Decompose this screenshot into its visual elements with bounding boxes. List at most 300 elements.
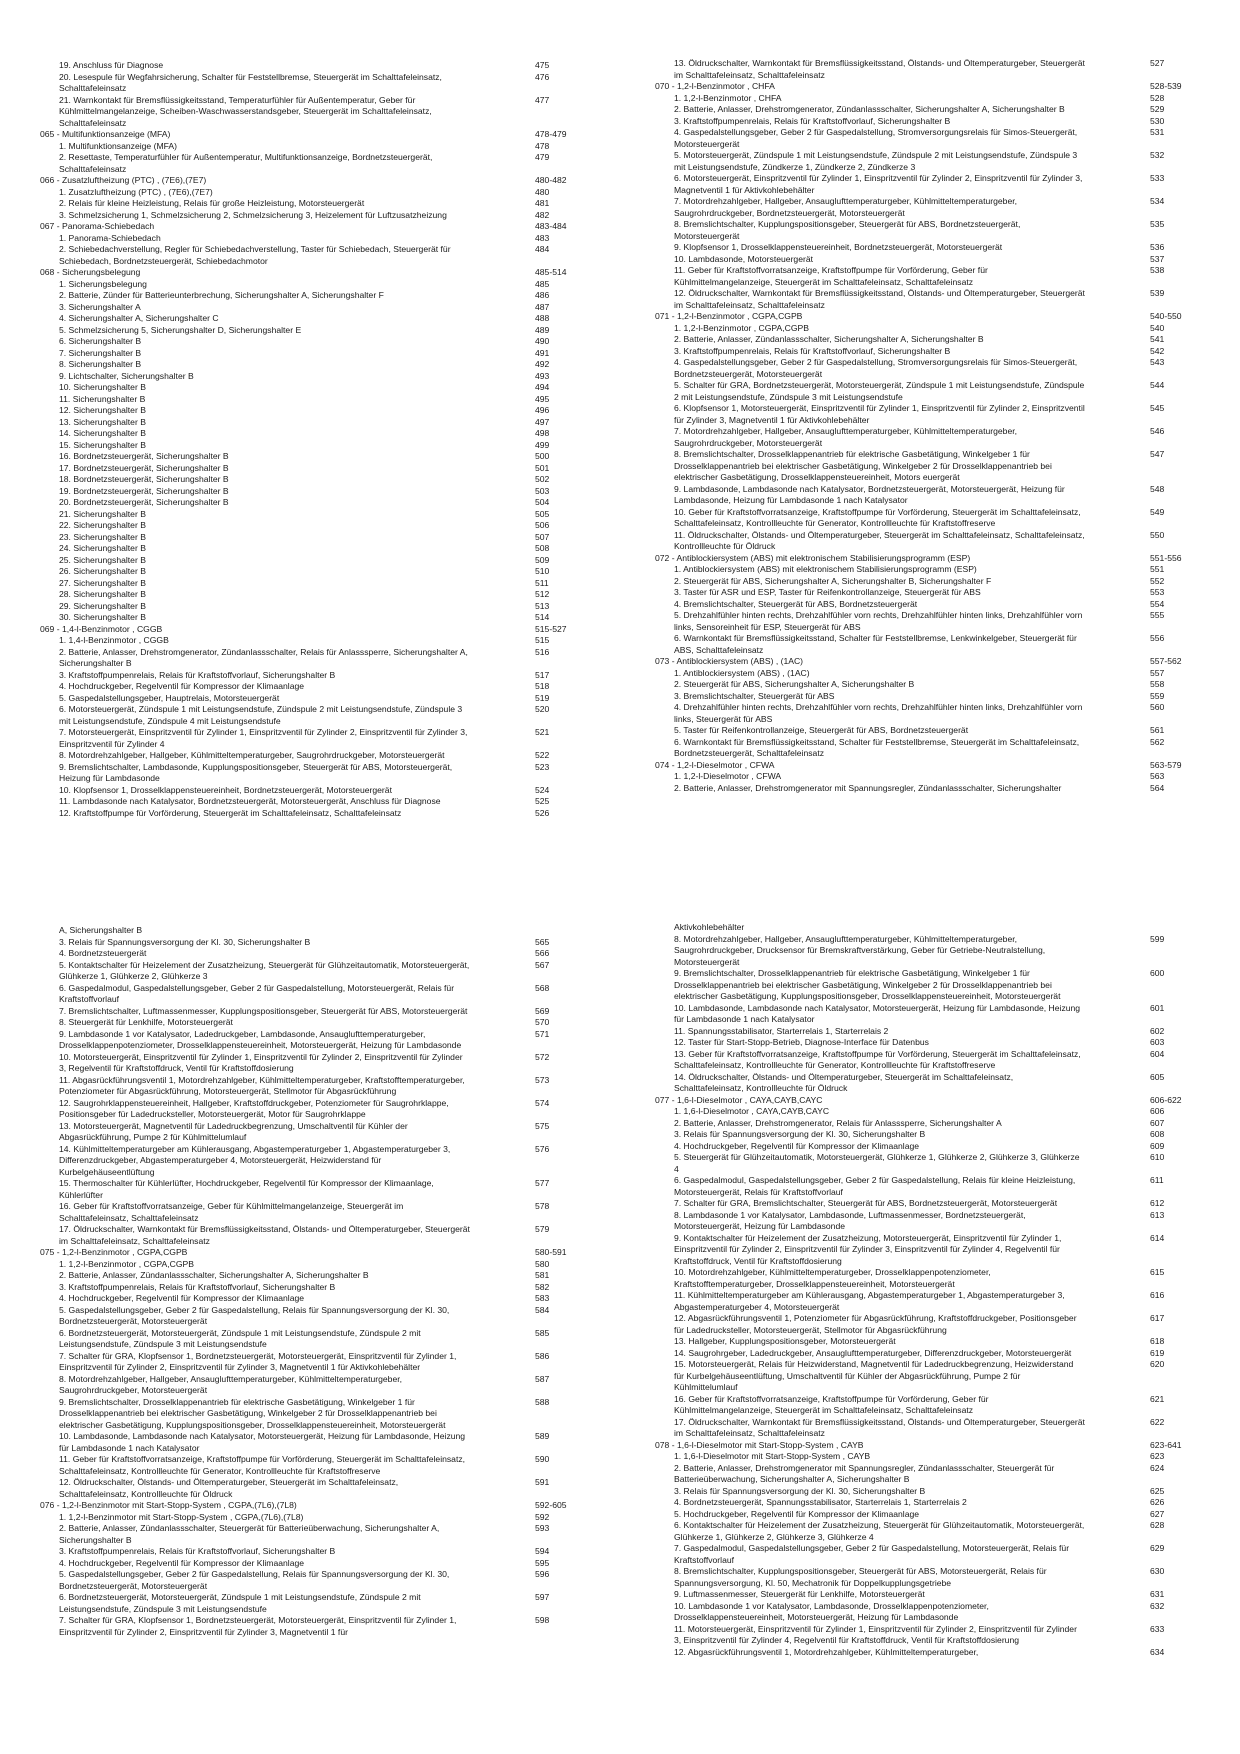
entry-page-number: 482 bbox=[535, 209, 550, 220]
toc-entry bbox=[40, 440, 580, 452]
entry-page-number: 631 bbox=[1150, 1589, 1165, 1599]
entry-title: 4. Bremslichtschalter, Steuergerät für ABS, Bordnetzsteuergerät bbox=[674, 598, 918, 609]
entry-page-number: 504 bbox=[535, 497, 550, 507]
entry-title: 9. Bremslichtschalter, Drosselklappenantrieb für elektrische Gasbetätigung, Winkelgeber 1 für Drosselklappenantrieb bei elektrischer Gasbetätigung, Winkelgeber 2 für Drosselklappenantrieb bei elektrischer Gasbetätigung, Kupplungspositionsgeber, Drosselklappensteuereinheit, Motorsteuergerät bbox=[674, 968, 1061, 1001]
entry-title: 1. 1,2-l-Benzinmotor , CHFA bbox=[674, 92, 782, 103]
entry-title: 9. Bremslichtschalter, Drosselklappenantrieb für elektrische Gasbetätigung, Winkelgeber 1 für Drosselklappenantrieb bei elektrischer Gasbetätigung, Winkelgeber 2 für Drosselklappenantrieb bei elektrischer Gasbetätigung, Kupplungspositionsgeber, Drosselklappensteuereinheit, Motorsteuergerät bbox=[59, 1396, 446, 1430]
toc-entry bbox=[40, 486, 580, 498]
entry-title: 1. 1,6-l-Dieselmotor mit Start-Stopp-System , CAYB bbox=[674, 1451, 871, 1461]
entry-title: 3. Kraftstoffpumpenrelais, Relais für Kraftstoffvorlauf, Sicherungshalter B bbox=[59, 1281, 336, 1292]
entry-page-number: 609 bbox=[1150, 1140, 1165, 1151]
entry-page-number: 579 bbox=[535, 1224, 550, 1234]
entry-title: 17. Bordnetzsteuergerät, Sicherungshalter B bbox=[59, 462, 229, 473]
entry-title: 15. Thermoschalter für Kühlerlüfter, Hochdruckgeber, Regelventil für Kompressor der Klimaanlage, Kühlerlüfter bbox=[59, 1178, 434, 1200]
entry-page-number: 595 bbox=[535, 1557, 550, 1568]
entry-page-number: 535 bbox=[1150, 219, 1165, 229]
toc-entry bbox=[40, 348, 580, 360]
toc-entry bbox=[40, 187, 580, 199]
section-page-range: 528-539 bbox=[1150, 81, 1182, 91]
toc-entry bbox=[655, 403, 1195, 426]
entry-title: 12. Abgasrückführungsventil 1, Potenziometer für Abgasrückführung, Kraftstoffdruckgeber, Positionsgeber für Ladedrucksteller, Motorsteuergerät, Stellmotor für Abgasrückführung bbox=[674, 1313, 1077, 1335]
entry-title: 2. Batterie, Anlasser, Zündanlassschalter, Steuergerät für Batterieüberwachung, Sicherungshalter A, Sicherungshalter B bbox=[59, 1523, 440, 1545]
entry-page-number: 580 bbox=[535, 1258, 550, 1269]
entry-page-number: 548 bbox=[1150, 483, 1165, 494]
entry-page-number: 483 bbox=[535, 232, 550, 243]
entry-page-number: 486 bbox=[535, 290, 550, 300]
toc-entry bbox=[655, 1152, 1195, 1175]
toc-entry bbox=[40, 796, 580, 808]
entry-page-number: 611 bbox=[1150, 1175, 1164, 1185]
entry-page-number: 624 bbox=[1150, 1462, 1165, 1473]
entry-page-number: 601 bbox=[1150, 1002, 1165, 1013]
toc-entry bbox=[40, 198, 580, 210]
entry-page-number: 538 bbox=[1150, 265, 1165, 275]
toc-entry bbox=[40, 1006, 580, 1018]
entry-title: 1. Sicherungsbelegung bbox=[59, 278, 147, 289]
entry-page-number: 552 bbox=[1150, 575, 1165, 586]
entry-page-number: 588 bbox=[535, 1396, 550, 1407]
toc-section-heading bbox=[40, 267, 580, 279]
entry-title: 12. Taster für Start-Stopp-Betrieb, Diagnose-Interface für Datenbus bbox=[674, 1037, 929, 1047]
entry-page-number: 602 bbox=[1150, 1025, 1165, 1036]
entry-page-number: 493 bbox=[535, 370, 550, 381]
section-page-range: 592-605 bbox=[535, 1500, 567, 1510]
entry-title: 9. Kontaktschalter für Heizelement der Zusatzheizung, Motorsteuergerät, Einspritzventil für Zylinder 1, Einspritzventil für Zylinder 2, Einspritzventil für Zylinder 3, Einspritzventil für Zylinder 4, Regelventil für Kraftstoffdruck, Ventil für Kraftstoffdosierung bbox=[674, 1232, 1062, 1266]
entry-title: 25. Sicherungshalter B bbox=[59, 554, 146, 565]
toc-entry bbox=[40, 244, 580, 267]
entry-page-number: 581 bbox=[535, 1270, 550, 1280]
entry-page-number: 551 bbox=[1150, 564, 1165, 574]
toc-section-heading bbox=[40, 1500, 580, 1512]
entry-title: 10. Lambdasonde, Lambdasonde nach Katalysator, Motorsteuergerät, Heizung für Lambdasonde, Heizung für Lambdasonde 1 nach Katalysator bbox=[674, 1002, 1081, 1024]
entry-page-number: 536 bbox=[1150, 242, 1165, 252]
toc-entry bbox=[40, 1592, 580, 1615]
entry-page-number: 501 bbox=[535, 462, 550, 473]
section-page-range: 483-484 bbox=[535, 221, 567, 231]
entry-title: 15. Sicherungshalter B bbox=[59, 439, 146, 450]
toc-entry bbox=[655, 104, 1195, 116]
section-page-range: 606-622 bbox=[1150, 1094, 1182, 1105]
entry-title: 18. Bordnetzsteuergerät, Sicherungshalter B bbox=[59, 474, 229, 484]
entry-page-number: 510 bbox=[535, 566, 550, 576]
entry-title: 3. Relais für Spannungsversorgung der Kl. 30, Sicherungshalter B bbox=[674, 1129, 926, 1139]
entry-title: 1. Antiblockiersystem (ABS) , (1AC) bbox=[674, 667, 810, 678]
entry-page-number: 598 bbox=[535, 1615, 550, 1625]
entry-page-number: 496 bbox=[535, 405, 550, 415]
entry-page-number: 481 bbox=[535, 198, 550, 208]
toc-entry bbox=[40, 405, 580, 417]
toc-block-top-left bbox=[40, 60, 580, 819]
toc-entry bbox=[655, 1267, 1195, 1290]
entry-page-number: 594 bbox=[535, 1546, 550, 1556]
toc-entry bbox=[40, 509, 580, 521]
entry-title: 9. Lichtschalter, Sicherungshalter B bbox=[59, 370, 194, 381]
entry-page-number: 517 bbox=[535, 669, 550, 680]
toc-section-heading bbox=[655, 81, 1195, 93]
toc-entry bbox=[655, 968, 1195, 1003]
entry-title: 3. Taster für ASR und ESP, Taster für Reifenkontrollanzeige, Steuergerät für ABS bbox=[674, 587, 981, 597]
toc-entry bbox=[40, 1546, 580, 1558]
entry-title: 11. Geber für Kraftstoffvorratsanzeige, Kraftstoffpumpe für Vorförderung, Geber für Kühlmittelmangelanzeige, Steuergerät im Schalttafeleinsatz, Schalttafeleinsatz bbox=[674, 265, 988, 287]
entry-title: 12. Öldruckschalter, Ölstands- und Öltemperaturgeber, Steuergerät im Schalttafeleinsatz, Schalttafeleinsatz, Kontrollleuchte für Öldruck bbox=[59, 1477, 399, 1499]
entry-page-number: 592 bbox=[535, 1511, 550, 1522]
entry-page-number: 518 bbox=[535, 681, 550, 691]
entry-title: 8. Bremslichtschalter, Drosselklappenantrieb für elektrische Gasbetätigung, Winkelgeber 1 für Drosselklappenantrieb bei elektrischer Gasbetätigung, Winkelgeber 2 für Drosselklappenantrieb bei elektrischer Gasbetätigung, Drosselklappensteuereinheit, Motors euergerät bbox=[674, 449, 1052, 482]
entry-page-number: 502 bbox=[535, 474, 550, 484]
toc-entry bbox=[40, 1454, 580, 1477]
entry-title: 3. Sicherungshalter A bbox=[59, 301, 141, 312]
toc-entry bbox=[40, 1477, 580, 1500]
toc-section-heading bbox=[655, 760, 1195, 772]
entry-title: 2. Batterie, Anlasser, Drehstromgenerator mit Spannungsregler, Zündanlassschalter, Steuergerät für Batterieüberwachung, Sicherungshalter A, Sicherungshalter B bbox=[674, 1462, 1055, 1484]
entry-title: 14. Kühlmitteltemperaturgeber am Kühlerausgang, Abgastemperaturgeber 1, Abgastemperaturgeber 3, Differenzdruckgeber, Abgastemperaturgeber 4, Motorsteuergerät, Heizwiderstand für Kurbelgehäuseentlüftung bbox=[59, 1143, 451, 1177]
entry-page-number: 575 bbox=[535, 1120, 550, 1131]
entry-title: 1. Antiblockiersystem (ABS) mit elektronischem Stabilisierungsprogramm (ESP) bbox=[674, 564, 977, 574]
section-page-range: 478-479 bbox=[535, 129, 567, 139]
toc-entry bbox=[655, 334, 1195, 346]
entry-title: 12. Sicherungshalter B bbox=[59, 405, 146, 415]
entry-page-number: 534 bbox=[1150, 196, 1165, 206]
entry-page-number: 522 bbox=[535, 750, 550, 760]
section-page-range: 557-562 bbox=[1150, 656, 1182, 666]
toc-entry bbox=[655, 1417, 1195, 1440]
toc-entry bbox=[655, 1647, 1195, 1659]
entry-page-number: 614 bbox=[1150, 1232, 1165, 1243]
entry-page-number: 525 bbox=[535, 796, 550, 806]
entry-page-number: 512 bbox=[535, 589, 550, 599]
section-title: 066 - Zusatzluftheizung (PTC) , (7E6),(7E7) bbox=[40, 175, 207, 185]
toc-entry bbox=[40, 960, 580, 983]
toc-entry bbox=[655, 1233, 1195, 1268]
toc-entry bbox=[40, 394, 580, 406]
entry-page-number: 599 bbox=[1150, 933, 1165, 944]
toc-entry bbox=[40, 693, 580, 705]
section-page-range: 623-641 bbox=[1150, 1439, 1182, 1450]
entry-title: 11. Abgasrückführungsventil 1, Motordrehzahlgeber, Kühlmitteltemperaturgeber, Kraftstofftemperaturgeber, Potenziometer für Abgasrückführung, Motorsteuergerät, Stellmotor für Abgasrückführung bbox=[59, 1074, 465, 1096]
entry-title: A, Sicherungshalter B bbox=[59, 925, 143, 935]
entry-page-number: 550 bbox=[1150, 529, 1165, 540]
entry-page-number: 498 bbox=[535, 428, 550, 438]
toc-entry bbox=[40, 1351, 580, 1374]
toc-entry bbox=[655, 1313, 1195, 1336]
entry-page-number: 572 bbox=[535, 1051, 550, 1062]
entry-title: 2. Relais für kleine Heizleistung, Relais für große Heizleistung, Motorsteuergerät bbox=[59, 198, 365, 208]
toc-entry bbox=[40, 925, 580, 937]
toc-entry bbox=[40, 1523, 580, 1546]
entry-page-number: 574 bbox=[535, 1097, 550, 1108]
entry-title: 8. Bremslichtschalter, Kupplungspositionsgeber, Steuergerät für ABS, Motorsteuergerät, Relais für Spannungsversorgung, Kl. 50, Mechatronik für Doppelkupplungsgetriebe bbox=[674, 1566, 1047, 1588]
section-title: 078 - 1,6-l-Dieselmotor mit Start-Stopp-System , CAYB bbox=[655, 1439, 864, 1450]
toc-section-heading bbox=[40, 221, 580, 233]
toc-entry bbox=[655, 242, 1195, 254]
entry-title: 4. Sicherungshalter A, Sicherungshalter C bbox=[59, 313, 219, 323]
entry-title: 3. Kraftstoffpumpenrelais, Relais für Kraftstoffvorlauf, Sicherungshalter B bbox=[674, 115, 951, 126]
entry-page-number: 625 bbox=[1150, 1485, 1165, 1496]
entry-page-number: 584 bbox=[535, 1304, 550, 1315]
entry-page-number: 603 bbox=[1150, 1037, 1165, 1047]
entry-page-number: 587 bbox=[535, 1373, 550, 1384]
toc-block-top-right bbox=[655, 58, 1195, 794]
toc-entry bbox=[40, 72, 580, 95]
entry-page-number: 565 bbox=[535, 936, 550, 947]
entry-title: 16. Geber für Kraftstoffvorratsanzeige, Geber für Kühlmittelmangelanzeige, Steuergerät im Schalttafeleinsatz, Schalttafeleinsatz bbox=[59, 1201, 404, 1223]
entry-page-number: 633 bbox=[1150, 1623, 1165, 1634]
toc-entry bbox=[655, 771, 1195, 783]
entry-page-number: 491 bbox=[535, 347, 550, 358]
toc-entry bbox=[655, 599, 1195, 611]
toc-entry bbox=[655, 150, 1195, 173]
toc-entry bbox=[40, 635, 580, 647]
entry-title: 16. Geber für Kraftstoffvorratsanzeige, Kraftstoffpumpe für Vorförderung, Geber für Kühlmittelmangelanzeige, Steuergerät im Schalttafeleinsatz, Schalttafeleinsatz bbox=[674, 1393, 989, 1415]
toc-entry bbox=[655, 934, 1195, 969]
entry-page-number: 508 bbox=[535, 543, 550, 553]
entry-title: 29. Sicherungshalter B bbox=[59, 600, 146, 611]
entry-title: 4. Hochdruckgeber, Regelventil für Kompressor der Klimaanlage bbox=[674, 1140, 920, 1151]
toc-entry bbox=[655, 1003, 1195, 1026]
toc-entry bbox=[40, 937, 580, 949]
toc-section-heading bbox=[40, 129, 580, 141]
toc-entry bbox=[40, 566, 580, 578]
toc-entry bbox=[40, 60, 580, 72]
toc-entry bbox=[655, 1543, 1195, 1566]
entry-title: 5. Kontaktschalter für Heizelement der Zusatzheizung, Steuergerät für Glühzeitautomatik, Motorsteuergerät, Glühkerze 1, Glühkerze 2, Glühkerze 3 bbox=[59, 959, 470, 981]
toc-entry bbox=[40, 762, 580, 785]
toc-entry bbox=[655, 702, 1195, 725]
entry-page-number: 547 bbox=[1150, 449, 1165, 459]
section-title: 077 - 1,6-l-Dieselmotor , CAYA,CAYB,CAYC bbox=[655, 1094, 823, 1105]
toc-entry bbox=[40, 1569, 580, 1592]
entry-page-number: 539 bbox=[1150, 288, 1165, 298]
entry-title: 5. Taster für Reifenkontrollanzeige, Steuergerät für ABS, Bordnetzsteuergerät bbox=[674, 725, 969, 735]
entry-page-number: 605 bbox=[1150, 1071, 1165, 1082]
entry-page-number: 558 bbox=[1150, 679, 1165, 689]
entry-page-number: 540 bbox=[1150, 322, 1165, 333]
section-title: 072 - Antiblockiersystem (ABS) mit elektronischem Stabilisierungsprogramm (ESP) bbox=[655, 552, 971, 563]
section-title: 071 - 1,2-l-Benzinmotor , CGPA,CGPB bbox=[655, 311, 803, 321]
toc-entry bbox=[40, 727, 580, 750]
entry-title: 7. Schalter für GRA, Klopfsensor 1, Bordnetzsteuergerät, Motorsteuergerät, Einspritzventil für Zylinder 1, Einspritzventil für Zylinder 2, Einspritzventil für Zylinder 3, Magnetventil 1 für Aktivkohlebehälter bbox=[59, 1350, 457, 1372]
toc-entry bbox=[40, 750, 580, 762]
entry-page-number: 516 bbox=[535, 646, 550, 657]
entry-page-number: 511 bbox=[535, 577, 549, 588]
entry-title: 7. Schalter für GRA, Bremslichtschalter, Steuergerät für ABS, Bordnetzsteuergerät, Motorsteuergerät bbox=[674, 1198, 1058, 1208]
entry-title: 6. Bordnetzsteuergerät, Motorsteuergerät, Zündspule 1 mit Leistungsendstufe, Zündspule 2 mit Leistungsendstufe, Zündspule 3 mit Leistungsendstufe bbox=[59, 1327, 421, 1349]
entry-title: 12. Kraftstoffpumpe für Vorförderung, Steuergerät im Schalttafeleinsatz, Schalttafeleinsatz bbox=[59, 807, 402, 818]
toc-entry bbox=[40, 983, 580, 1006]
toc-entry bbox=[40, 325, 580, 337]
section-page-range: 540-550 bbox=[1150, 311, 1182, 321]
entry-title: 10. Lambdasonde, Motorsteuergerät bbox=[674, 253, 814, 264]
entry-page-number: 566 bbox=[535, 948, 550, 958]
entry-page-number: 527 bbox=[1150, 58, 1165, 68]
entry-page-number: 619 bbox=[1150, 1347, 1165, 1358]
entry-title: 21. Warnkontakt für Bremsflüssigkeitsstand, Temperaturfühler für Außentemperatur, Geber für Kühlmittelmangelanzeige, Scheiben-Waschwasserstandsgeber, Steuergerät im Schalttafeleinsatz, Schalttafeleinsatz bbox=[59, 94, 432, 128]
entry-page-number: 484 bbox=[535, 244, 550, 254]
entry-page-number: 597 bbox=[535, 1592, 550, 1602]
entry-page-number: 480 bbox=[535, 186, 550, 197]
entry-page-number: 492 bbox=[535, 359, 550, 369]
toc-entry bbox=[40, 543, 580, 555]
toc-entry bbox=[655, 783, 1195, 795]
entry-title: 5. Steuergerät für Glühzeitautomatik, Motorsteuergerät, Glühkerze 1, Glühkerze 2, Glühkerze 3, Glühkerze 4 bbox=[674, 1152, 1080, 1174]
entry-title: 8. Steuergerät für Lenkhilfe, Motorsteuergerät bbox=[59, 1017, 233, 1027]
entry-title: 2. Batterie, Anlasser, Drehstromgenerator mit Spannungsregler, Zündanlassschalter, Sicherungshalter bbox=[674, 782, 1062, 793]
toc-entry bbox=[655, 587, 1195, 599]
entry-page-number: 521 bbox=[535, 727, 550, 737]
entry-page-number: 593 bbox=[535, 1523, 550, 1533]
entry-title: 11. Motorsteuergerät, Einspritzventil für Zylinder 1, Einspritzventil für Zylinder 2, Einspritzventil für Zylinder 3, Einspritzventil für Zylinder 4, Regelventil für Kraftstoffdruck, Ventil für Kraftstoffdosierung bbox=[674, 1623, 1077, 1645]
toc-section-heading bbox=[655, 311, 1195, 323]
entry-title: 9. Luftmassenmesser, Steuergerät für Lenkhilfe, Motorsteuergerät bbox=[674, 1589, 925, 1599]
entry-title: 15. Motorsteuergerät, Relais für Heizwiderstand, Magnetventil für Ladedruckbegrenzung, Heizwiderstand für Kurbelgehäuseentlüftung, Umschaltventil für Kühler der Abgasrückführung, Pumpe 2 für Kühlmittelumlauf bbox=[674, 1359, 1074, 1392]
entry-title: 17. Öldruckschalter, Warnkontakt für Bremsflüssigkeitsstand, Ölstands- und Öltemperaturgeber, Steuergerät im Schalttafeleinsatz, Schalttafeleinsatz bbox=[59, 1224, 470, 1246]
entry-title: 14. Saugrohrgeber, Ladedruckgeber, Ansauglufttemperaturgeber, Differenzdruckgeber, Motorsteuergerät bbox=[674, 1347, 1072, 1358]
entry-page-number: 509 bbox=[535, 554, 550, 565]
toc-entry bbox=[655, 449, 1195, 484]
toc-entry bbox=[40, 612, 580, 624]
toc-entry bbox=[40, 463, 580, 475]
entry-title: 28. Sicherungshalter B bbox=[59, 589, 146, 599]
entry-page-number: 528 bbox=[1150, 92, 1165, 103]
toc-entry bbox=[655, 1589, 1195, 1601]
section-title: 069 - 1,4-l-Benzinmotor , CGGB bbox=[40, 623, 163, 634]
entry-title: 6. Bordnetzsteuergerät, Motorsteuergerät, Zündspule 1 mit Leistungsendstufe, Zündspule 2 mit Leistungsendstufe, Zündspule 3 mit Leistungsendstufe bbox=[59, 1592, 421, 1614]
toc-entry bbox=[40, 1431, 580, 1454]
toc-entry bbox=[40, 359, 580, 371]
entry-page-number: 616 bbox=[1150, 1290, 1165, 1300]
entry-title: 2. Batterie, Anlasser, Zündanlassschalter, Sicherungshalter A, Sicherungshalter B bbox=[674, 334, 984, 344]
toc-entry bbox=[40, 785, 580, 797]
entry-page-number: 524 bbox=[535, 784, 550, 795]
toc-entry bbox=[655, 1026, 1195, 1038]
entry-title: 19. Anschluss für Diagnose bbox=[59, 60, 164, 70]
toc-entry bbox=[40, 808, 580, 820]
entry-title: 10. Sicherungshalter B bbox=[59, 382, 146, 392]
entry-page-number: 585 bbox=[535, 1327, 550, 1338]
toc-section-heading bbox=[40, 1247, 580, 1259]
toc-entry bbox=[655, 737, 1195, 760]
entry-title: 7. Schalter für GRA, Klopfsensor 1, Bordnetzsteuergerät, Motorsteuergerät, Einspritzventil für Zylinder 1, Einspritzventil für Zylinder 2, Einspritzventil für Zylinder 3, Magnetventil 1 für bbox=[59, 1615, 457, 1637]
toc-entry bbox=[40, 1201, 580, 1224]
entry-page-number: 490 bbox=[535, 336, 550, 346]
entry-title: 2. Batterie, Zünder für Batterieunterbrechung, Sicherungshalter A, Sicherungshalter F bbox=[59, 290, 384, 300]
entry-title: 1. 1,4-l-Benzinmotor , CGGB bbox=[59, 635, 169, 645]
entry-page-number: 500 bbox=[535, 451, 550, 461]
toc-entry bbox=[655, 1509, 1195, 1521]
entry-page-number: 627 bbox=[1150, 1508, 1165, 1519]
entry-page-number: 571 bbox=[535, 1028, 550, 1039]
toc-entry bbox=[655, 530, 1195, 553]
toc-entry bbox=[40, 948, 580, 960]
entry-title: 7. Motorsteuergerät, Einspritzventil für Zylinder 1, Einspritzventil für Zylinder 2, Einspritzventil für Zylinder 3, Einspritzventil für Zylinder 4 bbox=[59, 727, 468, 749]
entry-page-number: 503 bbox=[535, 485, 550, 496]
toc-entry bbox=[40, 290, 580, 302]
toc-entry bbox=[655, 1463, 1195, 1486]
entry-title: 1. 1,2-l-Benzinmotor mit Start-Stopp-System , CGPA,(7L6),(7L8) bbox=[59, 1511, 304, 1522]
entry-title: 5. Gaspedalstellungsgeber, Geber 2 für Gaspedalstellung, Relais für Spannungsversorgung der Kl. 30, Bordnetzsteuergerät, Motorsteuergerät bbox=[59, 1304, 450, 1326]
section-title: 076 - 1,2-l-Benzinmotor mit Start-Stopp-System , CGPA,(7L6),(7L8) bbox=[40, 1500, 297, 1510]
entry-page-number: 507 bbox=[535, 531, 550, 542]
section-title: 075 - 1,2-l-Benzinmotor , CGPA,CGPB bbox=[40, 1247, 188, 1257]
toc-entry bbox=[40, 670, 580, 682]
entry-title: 13. Motorsteuergerät, Magnetventil für Ladedruckbegrenzung, Umschaltventil für Kühler der Abgasrückführung, Pumpe 2 für Kühlmittelumlauf bbox=[59, 1120, 408, 1142]
toc-entry bbox=[655, 1037, 1195, 1049]
entry-title: 9. Lambdasonde 1 vor Katalysator, Ladedruckgeber, Lambdasonde, Ansauglufttemperaturgeber, Drosselklappenpotenziometer, Drosselklappensteuereinheit, Motorsteuergerät, Heizung für Lambdasonde bbox=[59, 1028, 462, 1050]
entry-page-number: 596 bbox=[535, 1569, 550, 1579]
entry-title: 3. Bremslichtschalter, Steuergerät für ABS bbox=[674, 690, 835, 701]
section-page-range: 485-514 bbox=[535, 267, 567, 277]
entry-page-number: 613 bbox=[1150, 1209, 1165, 1220]
entry-page-number: 629 bbox=[1150, 1543, 1165, 1553]
entry-page-number: 576 bbox=[535, 1143, 550, 1154]
section-page-range: 580-591 bbox=[535, 1247, 567, 1257]
toc-entry bbox=[40, 681, 580, 693]
entry-title: 4. Gaspedalstellungsgeber, Geber 2 für Gaspedalstellung, Stromversorgungsrelais für Simos-Steuergerät, Motorsteuergerät bbox=[674, 127, 1078, 149]
toc-entry bbox=[40, 371, 580, 383]
entry-page-number: 586 bbox=[535, 1350, 550, 1361]
entry-page-number: 557 bbox=[1150, 667, 1165, 678]
toc-entry bbox=[40, 704, 580, 727]
toc-entry bbox=[655, 1118, 1195, 1130]
entry-page-number: 569 bbox=[535, 1005, 550, 1016]
entry-page-number: 529 bbox=[1150, 104, 1165, 114]
entry-page-number: 519 bbox=[535, 692, 550, 703]
entry-page-number: 475 bbox=[535, 60, 550, 70]
entry-page-number: 545 bbox=[1150, 403, 1165, 413]
entry-page-number: 514 bbox=[535, 612, 550, 622]
entry-title: 1. Panorama-Schiebedach bbox=[59, 232, 161, 243]
entry-title: 2. Schiebedachverstellung, Regler für Schiebedachverstellung, Taster für Schiebedach, Steuergerät für Schiebedach, Bordnetzsteuergerät, Schiebedachmotor bbox=[59, 244, 451, 266]
entry-title: 1. Multifunktionsanzeige (MFA) bbox=[59, 140, 177, 151]
entry-title: 8. Bremslichtschalter, Kupplungspositionsgeber, Steuergerät für ABS, Bordnetzsteuergerät, Motorsteuergerät bbox=[674, 219, 1021, 241]
toc-entry bbox=[40, 417, 580, 429]
entry-title: 2. Steuergerät für ABS, Sicherungshalter A, Sicherungshalter B bbox=[674, 679, 915, 689]
entry-title: 2. Batterie, Anlasser, Drehstromgenerator, Zündanlassschalter, Sicherungshalter A, Sicherungshalter B bbox=[674, 104, 1065, 114]
entry-title: 7. Motordrehzahlgeber, Hallgeber, Ansauglufttemperaturgeber, Kühlmitteltemperaturgeber, Saugrohrdruckgeber, Bordnetzsteuergerät, Motorsteuergerät bbox=[674, 196, 1018, 218]
entry-page-number: 626 bbox=[1150, 1497, 1165, 1507]
entry-page-number: 600 bbox=[1150, 968, 1165, 978]
entry-title: 3. Relais für Spannungsversorgung der Kl. 30, Sicherungshalter B bbox=[59, 936, 311, 947]
entry-title: 8. Motordrehzahlgeber, Hallgeber, Ansauglufttemperaturgeber, Kühlmitteltemperaturgeber, Saugrohrdruckgeber, Motorsteuergerät bbox=[59, 1373, 403, 1395]
entry-title: 4. Bordnetzsteuergerät, Spannungsstabilisator, Starterrelais 1, Starterrelais 2 bbox=[674, 1497, 967, 1507]
toc-entry bbox=[655, 1394, 1195, 1417]
entry-title: 21. Sicherungshalter B bbox=[59, 508, 146, 519]
section-title: 073 - Antiblockiersystem (ABS) , (1AC) bbox=[655, 656, 804, 666]
toc-entry bbox=[40, 336, 580, 348]
toc-section-heading bbox=[655, 553, 1195, 565]
toc-entry bbox=[655, 922, 1195, 934]
entry-title: 6. Kontaktschalter für Heizelement der Zusatzheizung, Steuergerät für Glühzeitautomatik, Motorsteuergerät, Glühkerze 1, Glühkerze 2, Glühkerze 3, Glühkerze 4 bbox=[674, 1520, 1085, 1542]
entry-page-number: 607 bbox=[1150, 1117, 1165, 1128]
toc-entry bbox=[40, 1374, 580, 1397]
entry-page-number: 621 bbox=[1150, 1393, 1165, 1404]
entry-title: 6. Warnkontakt für Bremsflüssigkeitsstand, Schalter für Feststellbremse, Steuergerät im Schalttafeleinsatz, Bordnetzsteuergerät, Schalttafeleinsatz bbox=[674, 736, 1080, 758]
entry-title: 6. Motorsteuergerät, Einspritzventil für Zylinder 1, Einspritzventil für Zylinder 2, Einspritzventil für Zylinder 3, Magnetventil 1 für Aktivkohlebehälter bbox=[674, 173, 1083, 195]
toc-section-heading bbox=[40, 624, 580, 636]
entry-page-number: 556 bbox=[1150, 633, 1165, 643]
entry-title: 11. Spannungsstabilisator, Starterrelais 1, Starterrelais 2 bbox=[674, 1025, 889, 1036]
toc-entry bbox=[40, 1178, 580, 1201]
entry-page-number: 495 bbox=[535, 393, 550, 404]
entry-title: 1. 1,2-l-Dieselmotor , CFWA bbox=[674, 771, 782, 781]
entry-page-number: 583 bbox=[535, 1293, 550, 1303]
section-title: 068 - Sicherungsbelegung bbox=[40, 267, 141, 277]
entry-title: 11. Öldruckschalter, Ölstands- und Öltemperaturgeber, Steuergerät im Schalttafeleinsatz, Schalttafeleinsatz, Kontrollleuchte für Öldruck bbox=[674, 529, 1085, 551]
entry-title: 7. Bremslichtschalter, Luftmassenmesser, Kupplungspositionsgeber, Steuergerät für ABS, Motorsteuergerät bbox=[59, 1005, 468, 1016]
toc-entry bbox=[655, 668, 1195, 680]
entry-page-number: 494 bbox=[535, 382, 550, 392]
toc-entry bbox=[655, 679, 1195, 691]
